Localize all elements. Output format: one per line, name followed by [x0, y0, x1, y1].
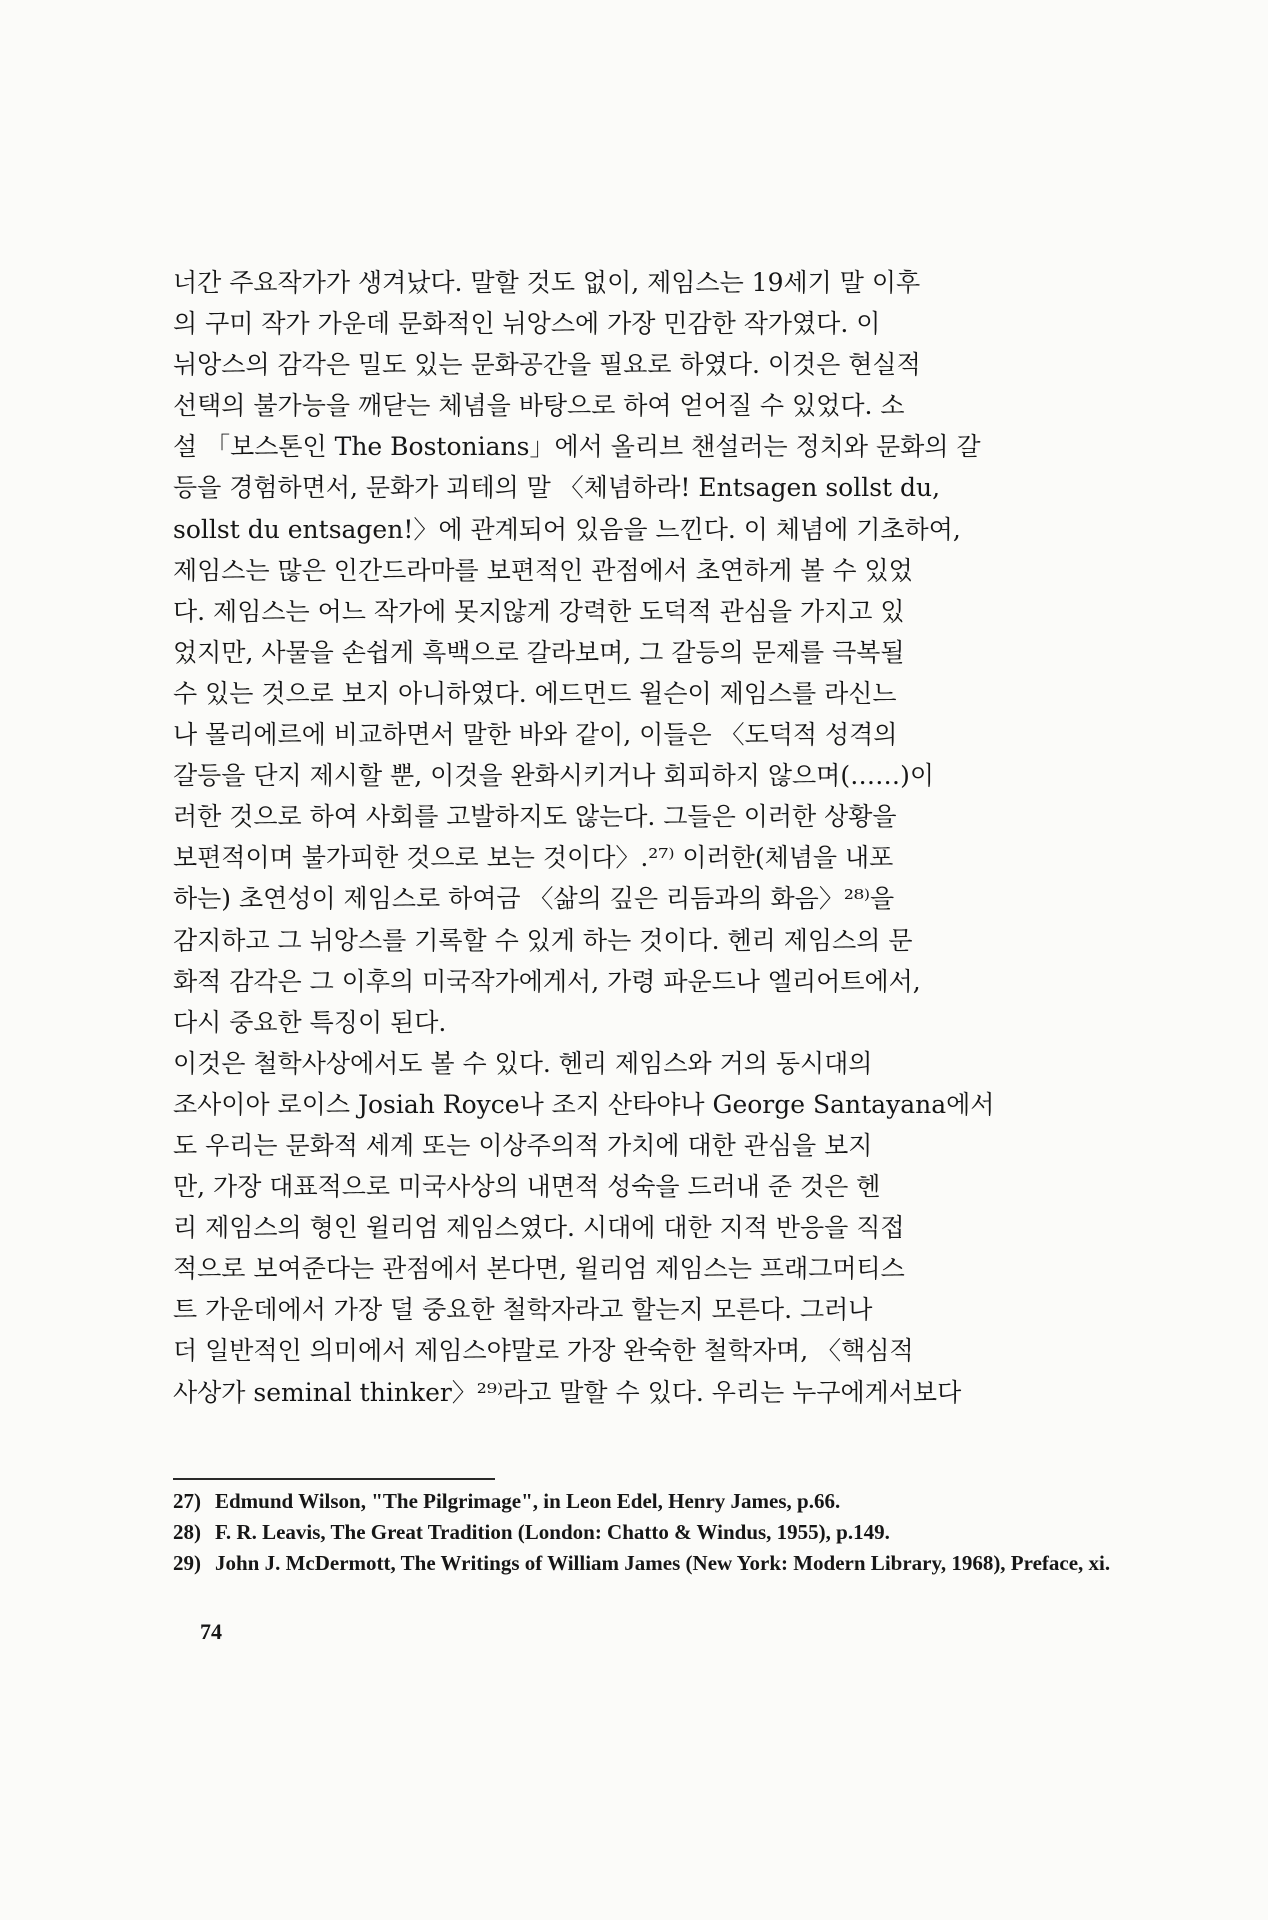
footnote-text: F. R. Leavis, The Great Tradition (London: Chatto & Windus, 1955), p.149. — [215, 1520, 890, 1544]
footnote-number: 27) — [173, 1489, 201, 1513]
footnote-text: Edmund Wilson, "The Pilgrimage", in Leon Edel, Henry James, p.66. — [215, 1489, 841, 1513]
footnote-separator — [173, 1478, 495, 1480]
footnote-number: 29) — [173, 1551, 201, 1575]
footnotes — [173, 1486, 1141, 1579]
footnote-28 — [173, 1517, 1141, 1548]
footnote-27 — [173, 1486, 1141, 1517]
footnote-number: 28) — [173, 1520, 201, 1544]
footnote-29 — [173, 1548, 1141, 1579]
paragraph-1: 너간 주요작가가 생겨났다. 말할 것도 없이, 제임스는 19세기 말 이후 의 구미 작가 가운데 문화적인 뉘앙스에 가장 민감한 작가였다. 이 뉘앙스의 감각은 밀도 있는 문화공간을 필요로 하였다. 이것은 현실적 선택의 불가능을 깨닫는 체념을 바탕으로 하여 얻어질 수 있었다. 소 설 「보스톤인 The Bostonians」에서 올리브 챈설러는 정치와 문화의 갈 등을 경험하면서, 문화가 괴테의 말 〈체념하라! Entsagen sollst du, sollst du entsagen!〉에 관계되어 있음을 느낀다. 이 체념에 기초하여, 제임스는 많은 인간드라마를 보편적인 관점에서 초연하게 볼 수 있었 다. 제임스는 어느 작가에 못지않게 강력한 도덕적 관심을 가지고 있 었지만, 사물을 손쉽게 흑백으로 갈라보며, 그 갈등의 문제를 극복될 수 있는 것으로 보지 아니하였다. 에드먼드 윌슨이 제임스를 라신느 나 몰리에르에 비교하면서 말한 바와 같이, 이들은 〈도덕적 성격의 갈등을 단지 제시할 뿐, 이것을 완화시키거나 회피하지 않으며(……)이 러한 것으로 하여 사회를 고발하지도 않는다. 그들은 이러한 상황을 보편적이며 불가피한 것으로 보는 것이다〉.²⁷⁾ 이러한(체념을 내포 하는) 초연성이 제임스로 하여금 〈삶의 깊은 리듬과의 화음〉²⁸⁾을 감지하고 그 뉘앙스를 기록할 수 있게 하는 것이다. 헨리 제임스의 문 화적 감각은 그 이후의 미국작가에게서, 가령 파운드나 엘리어트에서, 다시 중요한 특징이 된다. — [173, 268, 981, 1037]
page-number: 74 — [200, 1619, 222, 1644]
body-text — [173, 262, 1141, 1413]
paragraph-2: 이것은 철학사상에서도 볼 수 있다. 헨리 제임스와 거의 동시대의 조사이아 로이스 Josiah Royce나 조지 산타야나 George Santayana에서 도 우리는 문화적 세계 또는 이상주의적 가치에 대한 관심을 보지 만, 가장 대표적으로 미국사상의 내면적 성숙을 드러내 준 것은 헨 리 제임스의 형인 윌리엄 제임스였다. 시대에 대한 지적 반응을 직접 적으로 보여준다는 관점에서 본다면, 윌리엄 제임스는 프래그머티스 트 가운데에서 가장 덜 중요한 철학자라고 할는지 모른다. 그러나 더 일반적인 의미에서 제임스야말로 가장 완숙한 철학자며, 〈핵심적 사상가 seminal thinker〉²⁹⁾라고 말할 수 있다. 우리는 누구에게서보다 — [173, 1048, 995, 1407]
footnote-text: John J. McDermott, The Writings of William James (New York: Modern Library, 1968), Preface, xi. — [215, 1551, 1111, 1575]
